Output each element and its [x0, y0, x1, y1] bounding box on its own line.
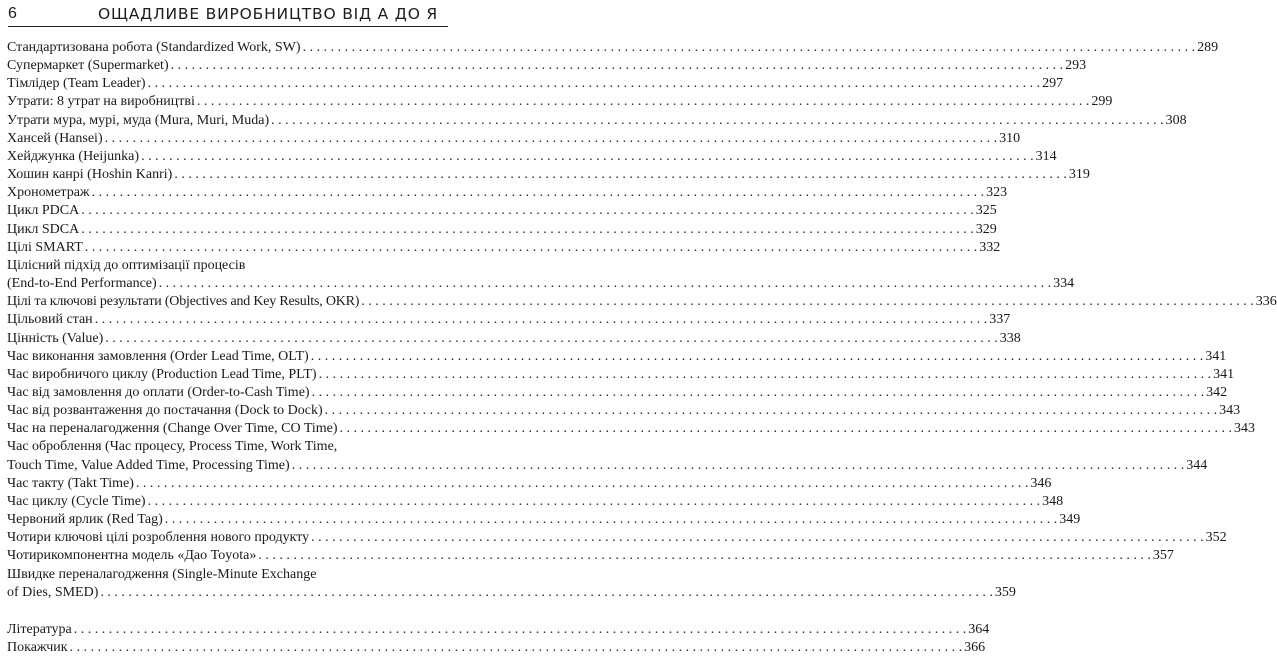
toc-entry-title: Цикл PDCA: [7, 203, 80, 219]
toc-entry-title: Цілі та ключові результати (Objectives and Key Results, OKR): [7, 294, 360, 310]
toc-entry-page: 352: [1205, 530, 1227, 546]
toc-leader-dots: [92, 184, 985, 202]
toc-leader-dots: [311, 529, 1204, 547]
toc-entry-page: 338: [999, 330, 1021, 346]
toc-entry-page: 299: [1091, 94, 1113, 110]
toc-entry[interactable]: [7, 148, 1057, 166]
toc-leader-dots: [148, 75, 1041, 93]
toc-entry[interactable]: [7, 547, 1174, 565]
section-gap: [7, 602, 433, 621]
table-of-contents: [7, 39, 1277, 657]
toc-leader-dots: [303, 39, 1196, 57]
toc-leader-dots: [165, 511, 1058, 529]
toc-leader-dots: [325, 402, 1218, 420]
toc-entry-title: Хейджунка (Heijunka): [7, 148, 140, 164]
toc-leader-dots: [292, 457, 1185, 475]
toc-leader-dots: [171, 57, 1064, 75]
toc-leader-dots: [159, 275, 1052, 293]
toc-entry-page: 337: [989, 312, 1011, 328]
toc-entry-page: 364: [968, 621, 990, 637]
toc-entry[interactable]: [7, 366, 1235, 384]
toc-entry-title: of Dies, SMED): [7, 584, 99, 600]
toc-entry-title: Час такту (Takt Time): [7, 475, 134, 491]
page-number: 6: [8, 5, 17, 22]
toc-entry-title: Цільовий стан: [7, 312, 93, 328]
toc-leader-dots: [148, 493, 1041, 511]
toc-entry[interactable]: [7, 221, 997, 239]
running-title: ОЩАДЛИВЕ ВИРОБНИЦТВО ВІД А ДО Я: [98, 5, 438, 23]
toc-entry-title: Стандартизована робота (Standardized Work, SW): [7, 40, 301, 55]
toc-entry-page: 289: [1197, 40, 1219, 55]
toc-entry[interactable]: [7, 311, 1011, 329]
toc-entry-title: Хошин канрі (Hoshin Kanri): [7, 167, 173, 183]
toc-entry[interactable]: [7, 330, 1021, 348]
toc-entry-page: 346: [1030, 475, 1052, 491]
toc-entry-title: Хансей (Hansei): [7, 130, 103, 146]
toc-entry-title: Цінність (Value): [7, 330, 104, 346]
toc-leader-dots: [95, 311, 988, 329]
toc-entry[interactable]: [7, 202, 997, 220]
toc-entry[interactable]: [7, 112, 1187, 130]
toc-entry[interactable]: [7, 239, 1001, 257]
toc-entry-page: 349: [1059, 512, 1081, 528]
toc-leader-dots: [311, 348, 1204, 366]
toc-entry[interactable]: [7, 93, 1113, 111]
toc-leader-dots: [100, 584, 993, 602]
toc-entry[interactable]: [7, 384, 1228, 402]
toc-leader-dots: [81, 221, 974, 239]
toc-entry[interactable]: [7, 493, 1064, 511]
toc-entry-page: 323: [986, 185, 1008, 201]
toc-entry-page: 334: [1053, 276, 1075, 292]
toc-leader-dots: [136, 475, 1029, 493]
toc-entry[interactable]: [7, 39, 1219, 57]
toc-leader-dots: [141, 148, 1034, 166]
toc-entry[interactable]: [7, 130, 1021, 148]
toc-entry-page: 348: [1042, 493, 1064, 509]
toc-entry-title: Час на переналагодження (Change Over Time, CO Time): [7, 421, 338, 437]
toc-entry[interactable]: [7, 438, 1208, 474]
toc-entry[interactable]: [7, 420, 1256, 438]
toc-entry-page: 344: [1186, 457, 1208, 473]
toc-entry-page: 343: [1219, 403, 1241, 419]
toc-entry-page: 329: [975, 221, 997, 237]
toc-leader-dots: [340, 420, 1233, 438]
toc-leader-dots: [74, 621, 967, 639]
toc-leader-dots: [70, 639, 963, 657]
toc-leader-dots: [361, 293, 1254, 311]
toc-entry[interactable]: [7, 257, 1075, 293]
toc-entry[interactable]: [7, 475, 1052, 493]
toc-entry-title-line1: Цілісний підхід до оптимізації процесів: [7, 257, 246, 273]
toc-entry-page: 336: [1255, 294, 1277, 310]
toc-entry-title: Час від розвантаження до постачання (Dock to Dock): [7, 403, 323, 419]
toc-leader-dots: [258, 547, 1151, 565]
toc-leader-dots: [271, 112, 1164, 130]
toc-entry-page: 357: [1152, 548, 1174, 564]
toc-leader-dots: [85, 239, 978, 257]
toc-entry-page: 319: [1068, 167, 1090, 183]
toc-entry-page: 314: [1035, 148, 1057, 164]
toc-entry[interactable]: [7, 166, 1090, 184]
toc-entry-title: Цілі SMART: [7, 239, 83, 255]
toc-leader-dots: [319, 366, 1212, 384]
toc-entry-title: Час виконання замовлення (Order Lead Time, OLT): [7, 348, 309, 364]
toc-entry-page: 366: [964, 640, 986, 655]
toc-leader-dots: [105, 130, 998, 148]
toc-leader-dots: [174, 166, 1067, 184]
toc-entry[interactable]: [7, 348, 1227, 366]
toc-entry-title-line1: Час оброблення (Час процесу, Process Time, Work Time,: [7, 439, 338, 455]
toc-entry-title: Утрати: 8 утрат на виробництві: [7, 94, 195, 110]
toc-entry-title: Література: [7, 621, 72, 637]
toc-entry-back-matter[interactable]: [7, 639, 986, 657]
toc-entry[interactable]: [7, 529, 1227, 547]
toc-entry[interactable]: [7, 75, 1064, 93]
toc-entry-page: 332: [979, 239, 1001, 255]
toc-entry-back-matter[interactable]: [7, 621, 990, 639]
toc-leader-dots: [105, 330, 998, 348]
toc-entry-page: 359: [994, 584, 1016, 600]
toc-entry-title: Touch Time, Value Added Time, Processing Time): [7, 457, 290, 473]
toc-entry-title: (End-to-End Performance): [7, 276, 157, 292]
toc-entry-page: 325: [975, 203, 997, 219]
toc-entry[interactable]: [7, 293, 1277, 311]
toc-entry[interactable]: [7, 566, 1016, 602]
toc-entry-page: 293: [1065, 58, 1087, 74]
toc-entry-page: 341: [1213, 366, 1235, 382]
toc-entry-title: Час від замовлення до оплати (Order-to-Cash Time): [7, 384, 310, 400]
toc-entry[interactable]: [7, 511, 1081, 529]
toc-entry-page: 297: [1042, 76, 1064, 92]
toc-leader-dots: [81, 202, 974, 220]
toc-entry-page: 341: [1205, 348, 1227, 364]
toc-entry-title: Час виробничого циклу (Production Lead Time, PLT): [7, 366, 317, 382]
toc-entry-page: 310: [999, 130, 1021, 146]
toc-entry-page: 342: [1206, 384, 1228, 400]
toc-entry-title-line1: Швидке переналагодження (Single-Minute Exchange: [7, 566, 317, 582]
header-rule: [8, 26, 448, 27]
page-header: [8, 4, 448, 28]
toc-entry-title: Цикл SDCA: [7, 221, 80, 237]
toc-entry-title: Супермаркет (Supermarket): [7, 58, 169, 74]
toc-entry[interactable]: [7, 184, 1008, 202]
toc-entry-title: Хронометраж: [7, 185, 90, 201]
toc-entry-title: Покажчик: [7, 640, 68, 655]
toc-entry-title: Чотирикомпонентна модель «Дао Toyota»: [7, 548, 257, 564]
toc-entry[interactable]: [7, 402, 1241, 420]
toc-leader-dots: [197, 93, 1090, 111]
toc-entry-title: Червоний ярлик (Red Tag): [7, 512, 163, 528]
toc-entry-title: Утрати мура, мурі, муда (Mura, Muri, Muda): [7, 112, 270, 128]
toc-entry-page: 308: [1165, 112, 1187, 128]
toc-leader-dots: [312, 384, 1205, 402]
toc-entry-title: Чотири ключові цілі розроблення нового продукту: [7, 530, 310, 546]
toc-entry-title: Час циклу (Cycle Time): [7, 493, 146, 509]
toc-entry[interactable]: [7, 57, 1087, 75]
toc-entry-page: 343: [1234, 421, 1256, 437]
toc-entry-title: Тімлідер (Team Leader): [7, 76, 146, 92]
